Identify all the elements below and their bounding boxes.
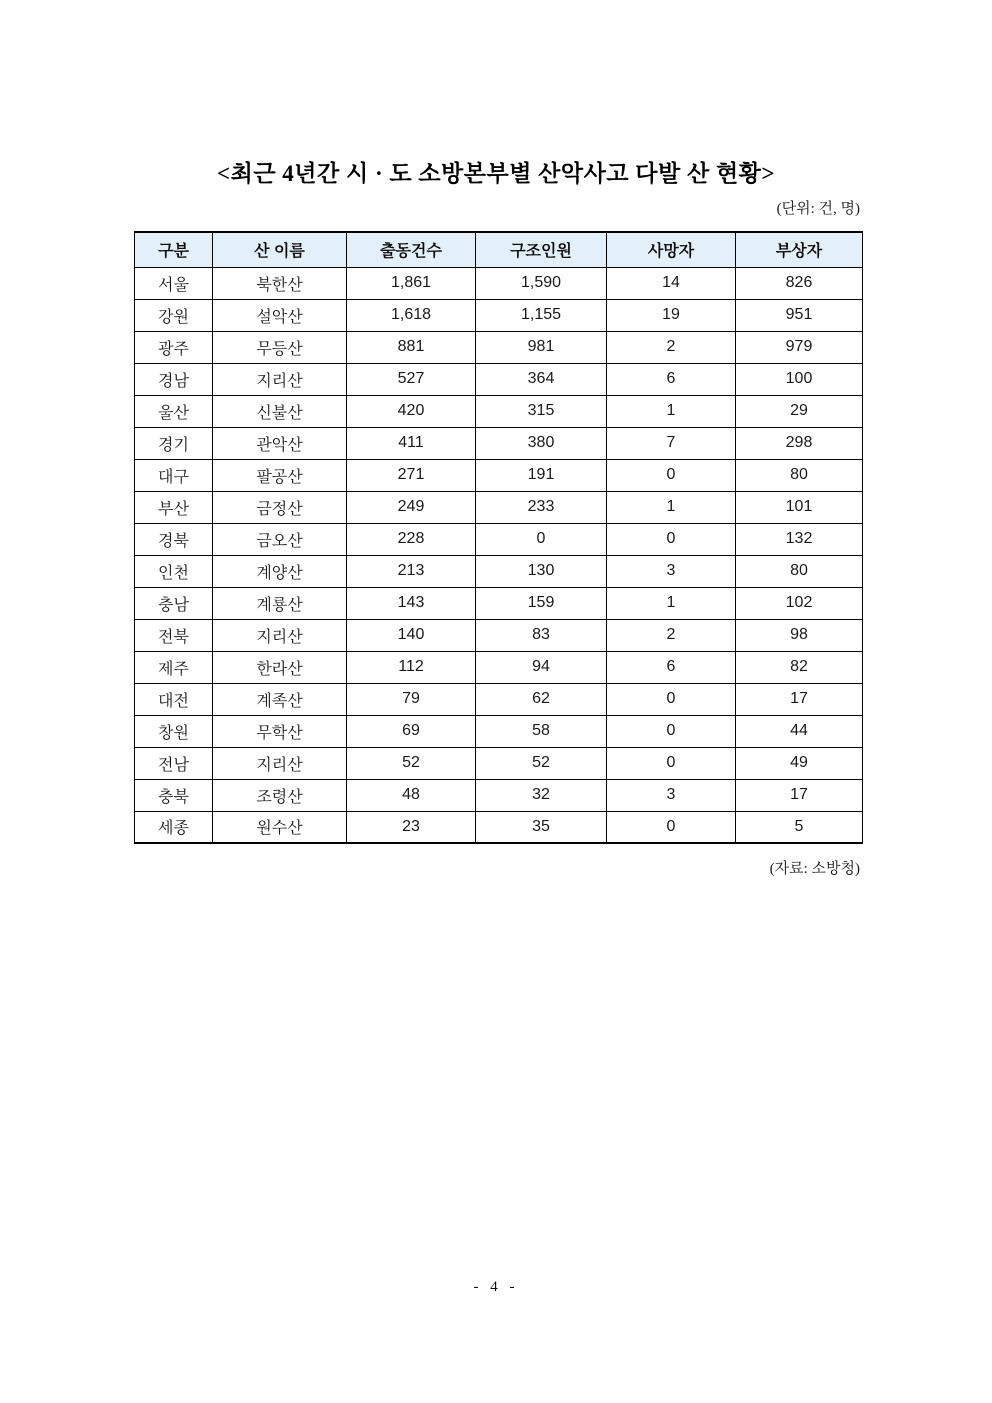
region-cell: 전북 [135,619,213,651]
mountain-name-cell: 관악산 [213,427,347,459]
value-cell: 98 [736,619,863,651]
region-cell: 충남 [135,587,213,619]
page-title: <최근 4년간 시 · 도 소방본부별 산악사고 다발 산 현황> [217,161,775,186]
mountain-name-cell: 원수산 [213,811,347,843]
value-cell: 32 [476,779,607,811]
region-cell: 인천 [135,555,213,587]
value-cell: 58 [476,715,607,747]
table-row [135,523,863,555]
region-cell: 대전 [135,683,213,715]
table-row [135,331,863,363]
source-note: (자료: 소방청) [769,861,860,877]
value-cell: 112 [347,651,476,683]
mountain-name-cell: 금정산 [213,491,347,523]
value-cell: 48 [347,779,476,811]
value-cell: 83 [476,619,607,651]
table-body [135,267,863,843]
mountain-name-cell: 설악산 [213,299,347,331]
region-cell: 경기 [135,427,213,459]
value-cell: 130 [476,555,607,587]
value-cell: 315 [476,395,607,427]
value-cell: 17 [736,683,863,715]
value-cell: 233 [476,491,607,523]
mountain-name-cell: 신불산 [213,395,347,427]
table-row [135,619,863,651]
value-cell: 159 [476,587,607,619]
table-row [135,779,863,811]
column-header: 구조인원 [476,232,607,267]
value-cell: 420 [347,395,476,427]
mountain-name-cell: 금오산 [213,523,347,555]
table-row [135,811,863,843]
mountain-name-cell: 무등산 [213,331,347,363]
value-cell: 1,590 [476,267,607,299]
region-cell: 제주 [135,651,213,683]
value-cell: 3 [607,555,736,587]
value-cell: 44 [736,715,863,747]
column-header: 출동건수 [347,232,476,267]
table-row [135,715,863,747]
value-cell: 3 [607,779,736,811]
value-cell: 1,155 [476,299,607,331]
value-cell: 951 [736,299,863,331]
value-cell: 411 [347,427,476,459]
region-cell: 부산 [135,491,213,523]
value-cell: 5 [736,811,863,843]
value-cell: 0 [607,683,736,715]
table-header-row [135,232,863,267]
value-cell: 249 [347,491,476,523]
value-cell: 213 [347,555,476,587]
value-cell: 80 [736,459,863,491]
value-cell: 0 [607,747,736,779]
table-row [135,683,863,715]
value-cell: 23 [347,811,476,843]
table-row [135,299,863,331]
region-cell: 세종 [135,811,213,843]
mountain-name-cell: 무학산 [213,715,347,747]
value-cell: 0 [607,811,736,843]
value-cell: 364 [476,363,607,395]
column-header: 사망자 [607,232,736,267]
value-cell: 62 [476,683,607,715]
unit-note: (단위: 건, 명) [776,201,860,217]
value-cell: 0 [476,523,607,555]
value-cell: 132 [736,523,863,555]
mountain-name-cell: 북한산 [213,267,347,299]
value-cell: 380 [476,427,607,459]
mountain-name-cell: 계족산 [213,683,347,715]
value-cell: 82 [736,651,863,683]
mountain-name-cell: 지리산 [213,363,347,395]
value-cell: 228 [347,523,476,555]
table-row [135,267,863,299]
value-cell: 979 [736,331,863,363]
mountain-name-cell: 팔공산 [213,459,347,491]
region-cell: 광주 [135,331,213,363]
value-cell: 1 [607,587,736,619]
value-cell: 143 [347,587,476,619]
value-cell: 17 [736,779,863,811]
value-cell: 191 [476,459,607,491]
value-cell: 80 [736,555,863,587]
mountain-name-cell: 계룡산 [213,587,347,619]
region-cell: 전남 [135,747,213,779]
region-cell: 경북 [135,523,213,555]
value-cell: 881 [347,331,476,363]
value-cell: 1 [607,395,736,427]
value-cell: 102 [736,587,863,619]
value-cell: 6 [607,363,736,395]
table-row [135,491,863,523]
column-header: 산 이름 [213,232,347,267]
value-cell: 94 [476,651,607,683]
table-row [135,651,863,683]
value-cell: 1,618 [347,299,476,331]
table-row [135,363,863,395]
region-cell: 창원 [135,715,213,747]
region-cell: 대구 [135,459,213,491]
value-cell: 7 [607,427,736,459]
value-cell: 0 [607,715,736,747]
mountain-name-cell: 계양산 [213,555,347,587]
value-cell: 1,861 [347,267,476,299]
value-cell: 35 [476,811,607,843]
value-cell: 29 [736,395,863,427]
value-cell: 527 [347,363,476,395]
column-header: 부상자 [736,232,863,267]
value-cell: 52 [476,747,607,779]
table-row [135,459,863,491]
value-cell: 19 [607,299,736,331]
region-cell: 강원 [135,299,213,331]
value-cell: 1 [607,491,736,523]
mountain-name-cell: 한라산 [213,651,347,683]
region-cell: 경남 [135,363,213,395]
column-header: 구분 [135,232,213,267]
value-cell: 0 [607,459,736,491]
table-row [135,587,863,619]
mountain-name-cell: 조령산 [213,779,347,811]
table-row [135,747,863,779]
value-cell: 69 [347,715,476,747]
value-cell: 2 [607,619,736,651]
value-cell: 79 [347,683,476,715]
mountain-accident-table [134,231,863,844]
mountain-name-cell: 지리산 [213,619,347,651]
table-row [135,395,863,427]
value-cell: 2 [607,331,736,363]
page-number: - 4 - [473,1279,519,1295]
value-cell: 271 [347,459,476,491]
value-cell: 14 [607,267,736,299]
value-cell: 981 [476,331,607,363]
region-cell: 충북 [135,779,213,811]
region-cell: 울산 [135,395,213,427]
table-row [135,427,863,459]
value-cell: 100 [736,363,863,395]
value-cell: 826 [736,267,863,299]
value-cell: 52 [347,747,476,779]
value-cell: 49 [736,747,863,779]
value-cell: 101 [736,491,863,523]
value-cell: 6 [607,651,736,683]
table-row [135,555,863,587]
value-cell: 140 [347,619,476,651]
value-cell: 0 [607,523,736,555]
mountain-name-cell: 지리산 [213,747,347,779]
value-cell: 298 [736,427,863,459]
region-cell: 서울 [135,267,213,299]
